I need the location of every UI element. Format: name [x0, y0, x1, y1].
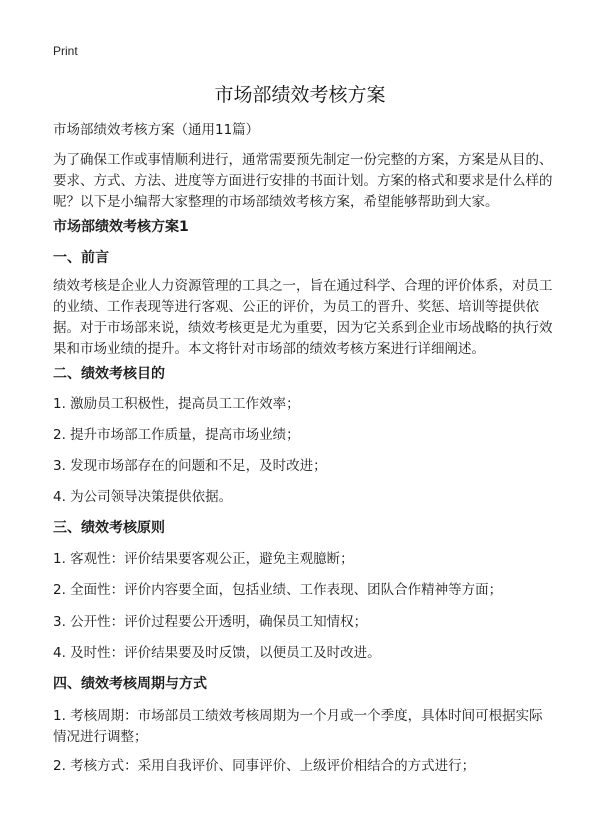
section-title: 市场部绩效考核方案1	[53, 219, 189, 235]
heading-cycle: 四、绩效考核周期与方式	[53, 676, 207, 692]
principle-item-1: 1. 客观性：评价结果要客观公正，避免主观臆断；	[53, 551, 354, 567]
goal-item-2: 2. 提升市场部工作质量，提高市场业绩；	[53, 427, 300, 443]
document-title: 市场部绩效考核方案	[214, 84, 386, 106]
heading-principles: 三、绩效考核原则	[53, 520, 165, 536]
principle-item-2: 2. 全面性：评价内容要全面，包括业绩、工作表现、团队合作精神等方面；	[53, 582, 503, 598]
print-link[interactable]: Print	[53, 44, 78, 58]
goal-item-4: 4. 为公司领导决策提供依据。	[53, 489, 233, 505]
intro-paragraph: 为了确保工作或事情顺利进行，通常需要预先制定一份完整的方案，方案是从目的、要求、方式、方法、进度等方面进行安排的书面计划。方案的格式和要求是什么样的呢？以下是小编帮大家整理的市场部绩效考核方案，希望能够帮助到大家。	[53, 152, 553, 210]
cycle-item-2: 2. 考核方式：采用自我评价、同事评价、上级评价相结合的方式进行；	[53, 758, 476, 774]
cycle-item-1: 1. 考核周期：市场部员工绩效考核周期为一个月或一个季度，具体时间可根据实际情况进行调整；	[53, 708, 543, 745]
goal-item-1: 1. 激励员工积极性，提高员工工作效率；	[53, 396, 300, 412]
principle-item-3: 3. 公开性：评价过程要公开透明，确保员工知情权；	[53, 614, 368, 630]
heading-goals: 二、绩效考核目的	[53, 366, 165, 382]
heading-preface: 一、前言	[53, 250, 109, 266]
goal-item-3: 3. 发现市场部存在的问题和不足，及时改进；	[53, 458, 327, 474]
preface-paragraph: 绩效考核是企业人力资源管理的工具之一，旨在通过科学、合理的评价体系，对员工的业绩、工作表现等进行客观、公正的评价，为员工的晋升、奖惩、培训等提供依据。对于市场部来说，绩效考核更是尤为重要，因为它关系到企业市场战略的执行效果和市场业绩的提升。本文将针对市场部的绩效考核方案进行详细阐述。	[53, 278, 553, 357]
document-subtitle: 市场部绩效考核方案（通用11篇）	[53, 122, 260, 138]
principle-item-4: 4. 及时性：评价结果要及时反馈，以便员工及时改进。	[53, 645, 381, 661]
